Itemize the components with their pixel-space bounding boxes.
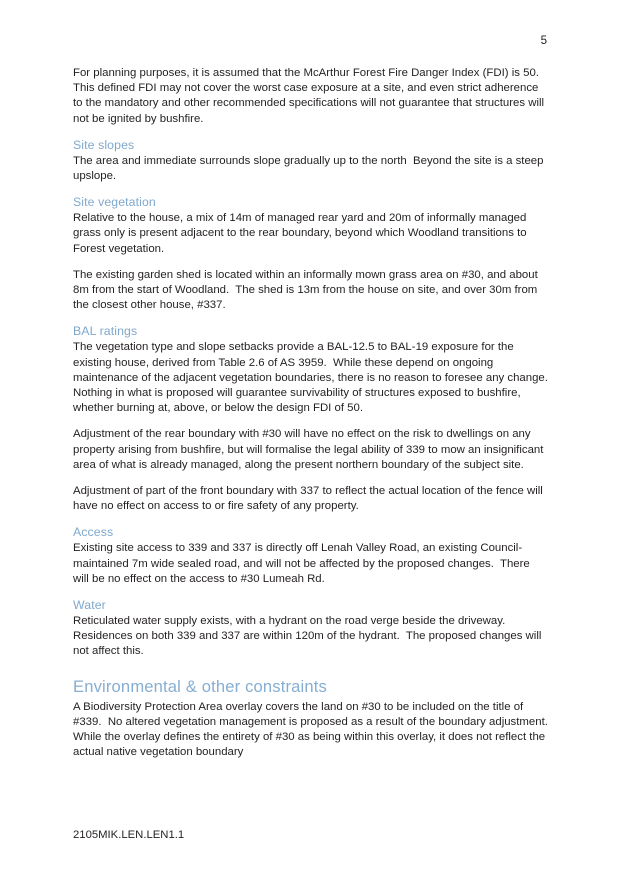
paragraph-site-vegetation-1: Relative to the house, a mix of 14m of managed rear yard and 20m of informally managed grass only is present adjacent to the rear boundary, beyond which Woodland transitions to Forest vegetation. (73, 212, 530, 255)
paragraph-access-1: Existing site access to 339 and 337 is directly off Lenah Valley Road, an existing Council-maintained 7m wide sealed road, and will not be affected by the proposed changes. There will be no effect on the access to #30 Lumeah Rd. (73, 542, 533, 585)
paragraph-water-1: Reticulated water supply exists, with a hydrant on the road verge beside the driveway. Residences on both 339 and 337 are within 120m of the hydrant. The proposed changes will not affect this. (73, 615, 545, 658)
heading-environmental-other-constraints: Environmental & other constraints (73, 676, 327, 696)
document-body (73, 66, 555, 772)
heading-water: Water (73, 598, 106, 613)
intro-paragraph: For planning purposes, it is assumed that the McArthur Forest Fire Danger Index (FDI) is 50. This defined FDI may not cover the worst case exposure at a site, and even strict adherence to the mandatory and other recommended specifications will not guarantee that structures will not be ignited by bushfire. (73, 67, 548, 125)
paragraph-bal-ratings-2: Adjustment of the rear boundary with #30 will have no effect on the risk to dwellings on any property arising from bushfire, but will formalise the legal ability of 339 to mow an insignificant area of what is already managed, along the present northern boundary of the subject site. (73, 428, 547, 471)
page-number: 5 (540, 35, 547, 47)
heading-site-slopes: Site slopes (73, 137, 135, 152)
heading-site-vegetation: Site vegetation (73, 195, 156, 210)
paragraph-site-vegetation-2: The existing garden shed is located within an informally mown grass area on #30, and about 8m from the start of Woodland. The shed is 13m from the house on site, and over 30m from the closest other house, #337. (73, 268, 541, 312)
paragraph-site-slopes-1: The area and immediate surrounds slope gradually up to the north Beyond the site is a steep upslope. (73, 154, 547, 183)
heading-access: Access (73, 525, 114, 540)
paragraph-bal-ratings-1: The vegetation type and slope setbacks provide a BAL-12.5 to BAL-19 exposure for the existing house, derived from Table 2.6 of AS 3959. While these depend on ongoing maintenance of the adjacent vegetation boundaries, there is no reason to foresee any change. Nothing in what is proposed will guarantee survivability of structures exposed to bushfire, whether burning at, above, or below the design FDI of 50. (73, 341, 555, 415)
heading-bal-ratings: BAL ratings (73, 324, 138, 339)
paragraph-environmental-1: A Biodiversity Protection Area overlay covers the land on #30 to be included on the title of #339. No altered vegetation management is proposed as a result of the boundary adjustment. While the overlay defines the entirety of #30 as being within this overlay, it does not reflect the actual native vegetation boundary (73, 700, 555, 759)
paragraph-bal-ratings-3: Adjustment of part of the front boundary with 337 to reflect the actual location of the fence will have no effect on access to or fire safety of any property. (73, 485, 546, 513)
footer-reference: 2105MIK.LEN.LEN1.1 (73, 829, 185, 841)
